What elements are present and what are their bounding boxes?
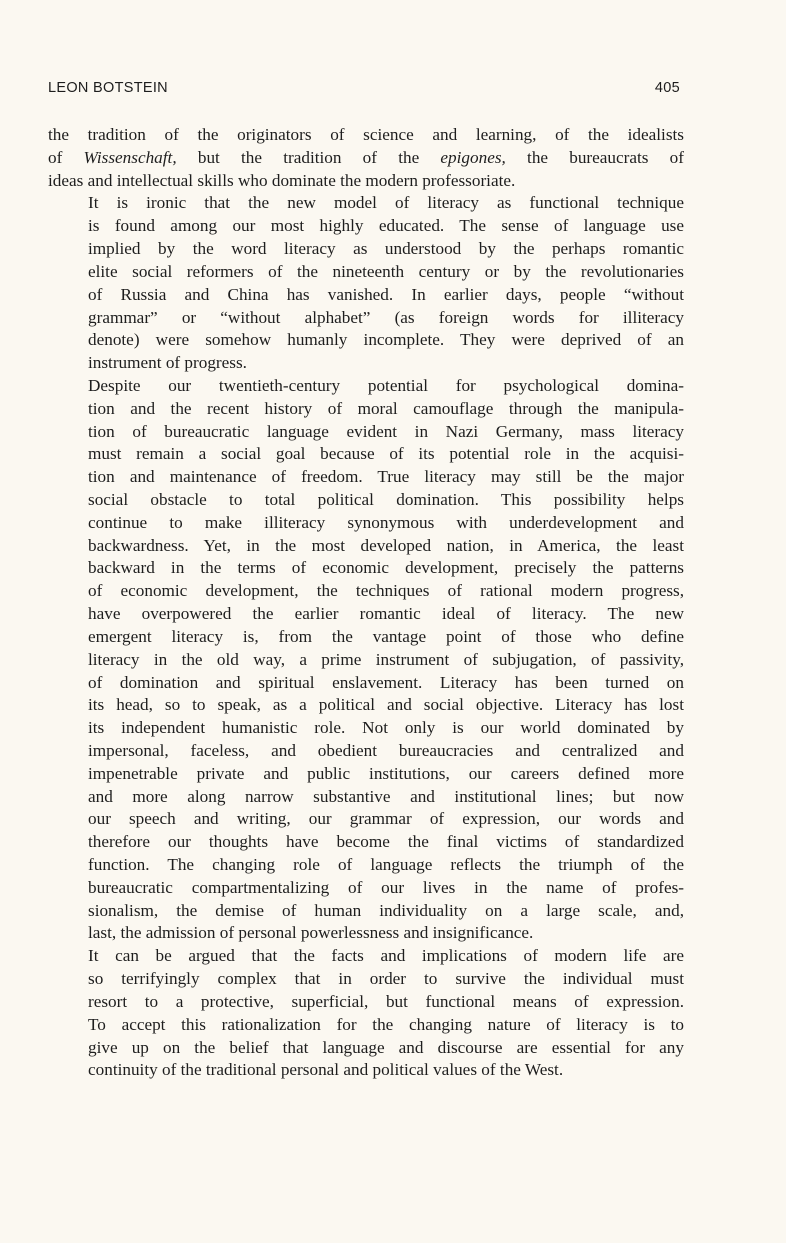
- text-run: but the tradition of the: [176, 147, 441, 167]
- text-run: its head, so to speak, as a political and social objective. Literacy has lost: [88, 695, 684, 715]
- text-line: [48, 535, 684, 558]
- text-line: [48, 694, 684, 717]
- text-run: denote) were somehow humanly incomplete. They were deprived of an: [88, 330, 684, 350]
- text-line: [48, 375, 684, 398]
- text-line: [48, 329, 684, 352]
- text-line: [48, 991, 684, 1014]
- text-run: give up on the belief that language and discourse are essential for any: [88, 1037, 684, 1057]
- text-run: impenetrable private and public institutions, our careers defined more: [88, 763, 684, 783]
- text-line: [48, 489, 684, 512]
- text-run: the tradition of the originators of science and learning, of the idealists: [48, 125, 684, 144]
- text-line: [48, 147, 684, 170]
- running-head: [48, 80, 680, 100]
- body-text: [48, 124, 684, 1082]
- text-line: [48, 284, 684, 307]
- text-run: is found among our most highly educated. The sense of language use: [88, 216, 684, 236]
- text-line: [48, 968, 684, 991]
- text-run: Despite our twentieth-century potential for psychological domina-: [88, 375, 684, 395]
- text-run: literacy in the old way, a prime instrument of subjugation, of passivity,: [88, 649, 684, 669]
- page-number: 405: [654, 80, 680, 96]
- text-line: [48, 443, 684, 466]
- text-run: of domination and spiritual enslavement. Literacy has been turned on: [88, 672, 684, 692]
- text-run: of economic development, the techniques of rational modern progress,: [88, 581, 684, 601]
- text-line: [48, 352, 684, 375]
- text-line: [48, 831, 684, 854]
- text-line: [48, 626, 684, 649]
- text-line: [48, 854, 684, 877]
- text-line: [48, 717, 684, 740]
- text-run: continuity of the traditional personal and political values of the West.: [88, 1060, 564, 1080]
- italic-term: epigones,: [440, 147, 506, 167]
- text-run: impersonal, faceless, and obedient bureaucracies and centralized and: [88, 740, 684, 760]
- text-line: [48, 261, 684, 284]
- text-line: [48, 945, 684, 968]
- text-run: therefore our thoughts have become the final victims of standardized: [88, 832, 684, 852]
- text-run: tion of bureaucratic language evident in Nazi Germany, mass literacy: [88, 421, 684, 441]
- text-run: so terrifyingly complex that in order to survive the individual must: [88, 969, 684, 989]
- text-run: It can be argued that the facts and implications of modern life are: [88, 946, 684, 966]
- text-run: resort to a protective, superficial, but functional means of expression.: [88, 991, 684, 1011]
- text-run: our speech and writing, our grammar of expression, our words and: [88, 809, 684, 829]
- text-run: ideas and intellectual skills who dominate the modern professoriate.: [48, 170, 516, 190]
- text-line: [48, 170, 684, 193]
- text-line: [48, 512, 684, 535]
- text-line: [48, 466, 684, 489]
- text-line: [48, 307, 684, 330]
- text-run: bureaucratic compartmentalizing of our lives in the name of profes-: [88, 877, 684, 897]
- text-line: [48, 398, 684, 421]
- paragraph: [48, 375, 684, 945]
- text-run: of: [48, 147, 84, 167]
- text-line: [48, 740, 684, 763]
- text-line: [48, 580, 684, 603]
- text-line: [48, 215, 684, 238]
- text-run: social obstacle to total political domination. This possibility helps: [88, 490, 684, 509]
- text-run: To accept this rationalization for the changing nature of literacy is to: [88, 1014, 684, 1034]
- paragraph: [48, 192, 684, 375]
- text-run: implied by the word literacy as understood by the perhaps romantic: [88, 239, 684, 259]
- text-line: [48, 1037, 684, 1060]
- text-line: [48, 786, 684, 809]
- text-run: continue to make illiteracy synonymous with underdevelopment and: [88, 512, 684, 532]
- text-line: [48, 649, 684, 672]
- text-line: [48, 603, 684, 626]
- text-run: of Russia and China has vanished. In earlier days, people “without: [88, 284, 684, 304]
- text-run: instrument of progress.: [88, 353, 247, 373]
- text-line: [48, 672, 684, 695]
- text-run: the bureaucrats of: [505, 147, 684, 167]
- text-run: backward in the terms of economic development, precisely the patterns: [88, 558, 684, 578]
- text-run: tion and the recent history of moral camouflage through the manipula-: [88, 398, 684, 418]
- text-run: have overpowered the earlier romantic ideal of literacy. The new: [88, 604, 684, 624]
- text-run: emergent literacy is, from the vantage point of those who define: [88, 626, 684, 646]
- text-run: grammar” or “without alphabet” (as foreign words for illiteracy: [88, 307, 684, 327]
- text-line: [48, 877, 684, 900]
- paragraph: [48, 945, 684, 1082]
- paragraph: [48, 124, 684, 192]
- text-run: and more along narrow substantive and institutional lines; but now: [88, 786, 684, 806]
- text-run: its independent humanistic role. Not only is our world dominated by: [88, 718, 684, 738]
- text-run: sionalism, the demise of human individuality on a large scale, and,: [88, 900, 684, 920]
- text-run: function. The changing role of language reflects the triumph of the: [88, 855, 684, 874]
- text-line: [48, 922, 684, 945]
- text-run: last, the admission of personal powerlessness and insignificance.: [88, 923, 534, 943]
- running-head-author: LEON BOTSTEIN: [48, 80, 168, 96]
- text-line: [48, 900, 684, 923]
- text-line: [48, 421, 684, 444]
- text-line: [48, 557, 684, 580]
- text-line: [48, 763, 684, 786]
- text-line: [48, 192, 684, 215]
- text-line: [48, 1014, 684, 1037]
- italic-term: Wissenschaft,: [83, 147, 177, 167]
- text-run: must remain a social goal because of its potential role in the acquisi-: [88, 444, 684, 464]
- text-run: tion and maintenance of freedom. True literacy may still be the major: [88, 467, 684, 487]
- text-run: elite social reformers of the nineteenth century or by the revolutionaries: [88, 261, 684, 281]
- text-line: [48, 1059, 684, 1082]
- text-line: [48, 124, 684, 147]
- text-run: backwardness. Yet, in the most developed nation, in America, the least: [88, 535, 684, 555]
- text-run: It is ironic that the new model of literacy as functional technique: [88, 193, 684, 213]
- text-line: [48, 238, 684, 261]
- text-line: [48, 808, 684, 831]
